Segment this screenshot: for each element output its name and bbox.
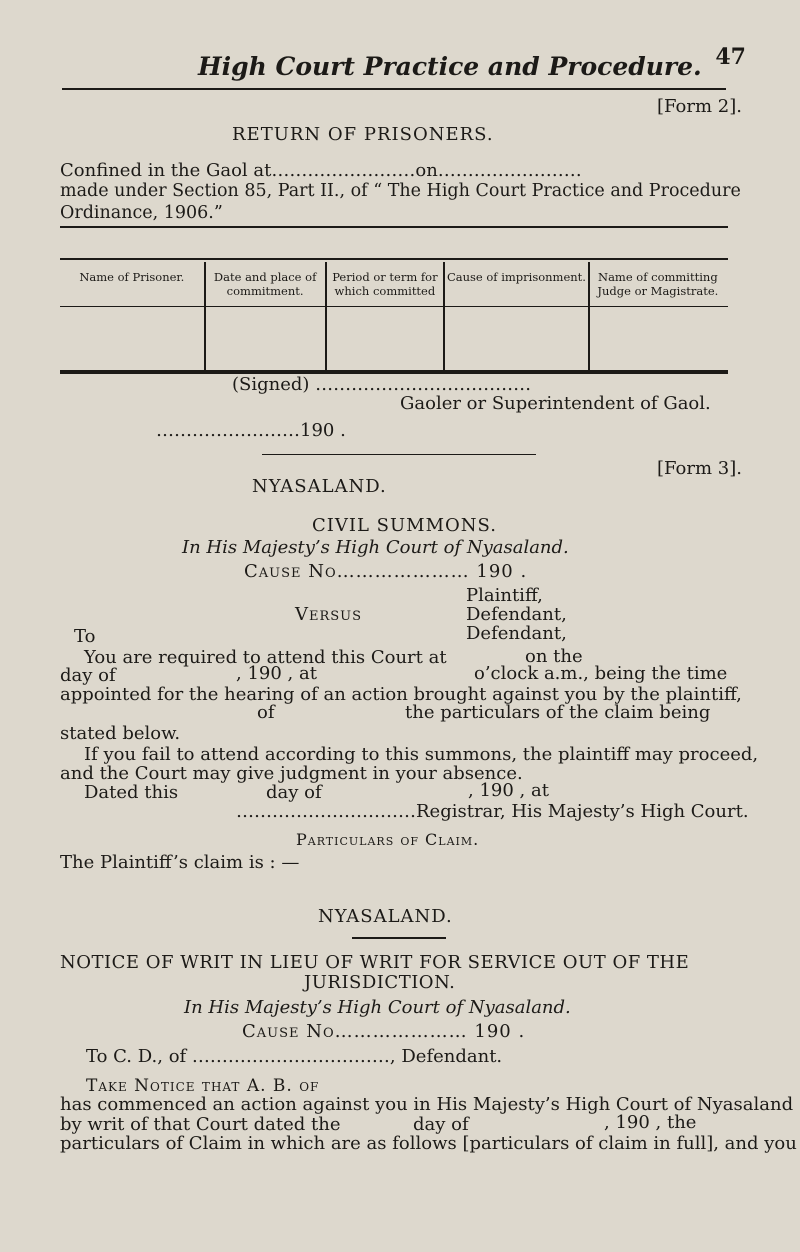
- form3-particulars-title: Particulars of Claim.: [296, 830, 480, 849]
- notice-title-line1: NOTICE OF WRIT IN LIEU OF WRIT FOR SERVICE OUT OF THE: [60, 952, 690, 973]
- form3-para6: If you fail to attend according to this summons, the plaintiff may proceed,: [84, 744, 759, 765]
- form3-label: [Form 3].: [657, 458, 742, 479]
- prisoners-table: [60, 262, 726, 374]
- form3-plaintiff: Plaintiff,: [466, 585, 543, 606]
- form3-registrar-line: …………………………Registrar, His Majesty’s High Court.: [236, 801, 749, 822]
- form3-cause-line: Cause No………………… 190 .: [244, 561, 528, 582]
- form3-para2-c: o’clock a.m., being the time: [474, 663, 728, 684]
- form2-line3: Ordinance, 1906.”: [60, 203, 223, 223]
- form3-para1-b: on the: [525, 646, 583, 667]
- form3-para7: and the Court may give judgment in your absence.: [60, 763, 523, 784]
- form3-dated-b: day of: [266, 782, 322, 803]
- table-cell: [60, 318, 205, 374]
- form2-line2: made under Section 85, Part II., of “ The High Court Practice and Procedure: [60, 181, 741, 201]
- form3-para2-b: , 190 , at: [236, 663, 317, 684]
- form3-claim-line: The Plaintiff’s claim is : —: [60, 852, 300, 873]
- form3-versus: Versus: [295, 604, 363, 625]
- form3-court: In His Majesty’s High Court of Nyasaland.: [182, 537, 569, 558]
- table-header-row: [60, 262, 726, 318]
- form3-para1-a: You are required to attend this Court at: [84, 647, 447, 668]
- table-top-rule: [60, 258, 728, 260]
- notice-para3-a: by writ of that Court dated the: [60, 1114, 341, 1135]
- notice-to-line: To C. D., of ……………………………, Defendant.: [86, 1046, 503, 1067]
- page-number: 47: [715, 44, 746, 70]
- notice-short-rule: [352, 937, 446, 939]
- form3-para4-a: of: [257, 702, 275, 723]
- notice-territory: NYASALAND.: [318, 906, 453, 927]
- table-cell: [589, 318, 726, 374]
- notice-para3-b: day of: [413, 1114, 469, 1135]
- notice-para2: has commenced an action against you in His Majesty’s High Court of Nyasaland: [60, 1094, 794, 1115]
- table-header-divider: [60, 306, 728, 307]
- form3-dated-a: Dated this: [84, 782, 179, 803]
- table-cell: [205, 318, 326, 374]
- form3-territory: NYASALAND.: [252, 476, 387, 497]
- running-header-title: High Court Practice and Procedure.: [198, 52, 702, 81]
- table-cell: [326, 318, 445, 374]
- form2-signed-label: (Signed) ………………………………: [232, 374, 532, 395]
- column-header-cause: Cause of imprisonment.: [444, 262, 589, 318]
- form3-defendant-1: Defendant,: [466, 604, 567, 625]
- form3-para5: stated below.: [60, 723, 181, 744]
- table-row: [60, 318, 726, 374]
- column-header-judge: Name of committing Judge or Magistrate.: [589, 262, 726, 318]
- form2-date-line: ……………………190 .: [156, 420, 346, 441]
- notice-cause-line: Cause No………………… 190 .: [242, 1021, 526, 1042]
- form2-title: RETURN OF PRISONERS.: [232, 124, 494, 145]
- notice-title-line2: JURISDICTION.: [304, 972, 456, 993]
- form3-defendant-2: Defendant,: [466, 623, 567, 644]
- notice-court: In His Majesty’s High Court of Nyasaland.: [184, 997, 571, 1018]
- notice-para4: particulars of Claim in which are as follows [particulars of claim in full], and you: [60, 1133, 797, 1154]
- form2-rule: [60, 226, 728, 228]
- form2-signed-title: Gaoler or Superintendent of Gaol.: [400, 393, 711, 414]
- section-divider: [262, 454, 536, 455]
- form2-label: [Form 2].: [657, 96, 742, 117]
- form3-para4-b: the particulars of the claim being: [405, 702, 711, 723]
- table-cell: [444, 318, 589, 374]
- form3-para3: appointed for the hearing of an action brought against you by the plaintiff,: [60, 684, 742, 705]
- form3-dated-c: , 190 , at: [468, 780, 549, 801]
- notice-para1: Take Notice that A. B. of: [86, 1076, 320, 1096]
- notice-para3-c: , 190 , the: [604, 1112, 697, 1133]
- form3-para2-a: day of: [60, 665, 116, 686]
- column-header-name: Name of Prisoner.: [79, 270, 185, 284]
- form2-line1: Confined in the Gaol at……………………on……………………: [60, 160, 582, 181]
- form3-title: CIVIL SUMMONS.: [312, 515, 497, 536]
- column-header-period: Period or term for which committed: [326, 262, 445, 318]
- header-rule: [62, 88, 726, 90]
- column-header-date: Date and place of commitment.: [205, 262, 326, 318]
- form3-to: To: [74, 626, 96, 647]
